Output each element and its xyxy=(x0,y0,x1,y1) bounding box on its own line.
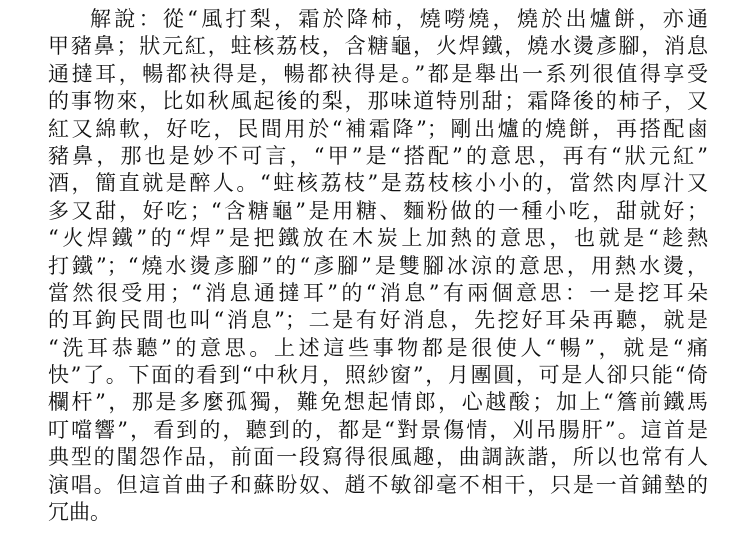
text-line-14: 快”了。下面的看到“中秋月，照紗窗”，月團圓，可是人卻只能“倚 xyxy=(48,363,708,388)
text-line-18: 演唱。但這首曲子和蘇盼奴、趙不敏卻毫不相干，只是一首鋪墊的 xyxy=(48,472,708,497)
text-line-15: 欄杆”，那是多麼孤獨，難免想起情郎，心越酸；加上“簷前鐵馬 xyxy=(48,390,708,415)
text-line-6: 豬鼻，那也是妙不可言，“甲”是“搭配”的意思，再有“狀元紅” xyxy=(48,143,708,168)
text-line-17: 典型的閨怨作品，前面一段寫得很風趣，曲調詼諧，所以也常有人 xyxy=(48,445,708,470)
text-line-3: 通撻耳，暢都袂得是，暢都袂得是。”都是舉出一系列很值得享受 xyxy=(48,61,708,86)
text-line-11: 當然很受用；“消息通撻耳”的“消息”有兩個意思：一是挖耳朵 xyxy=(48,280,708,305)
text-line-16: 叮噹響”，看到的，聽到的，都是“對景傷情，刈吊腸肝”。這首是 xyxy=(48,417,708,442)
text-line-19: 冗曲。 xyxy=(48,500,111,525)
text-line-8: 多又甜，好吃；“含糖龜”是用糖、麵粉做的一種小吃，甜就好； xyxy=(48,198,708,223)
commentary-paragraph xyxy=(48,6,708,526)
text-line-10: 打鐵”；“燒水燙彥腳”的“彥腳”是雙腳冰涼的意思，用熱水燙， xyxy=(48,253,708,278)
text-line-12: 的耳鉤民間也叫“消息”；二是有好消息，先挖好耳朵再聽，就是 xyxy=(48,308,708,333)
text-line-1: 解說：從“風打梨，霜於降柿，燒嘮燒，燒於出爐餅，亦通 xyxy=(90,7,708,31)
text-line-4: 的事物來，比如秋風起後的梨，那味道特別甜；霜降後的柿子，又 xyxy=(48,89,708,114)
text-line-5: 紅又綿軟，好吃，民間用於“補霜降”；剛出爐的燒餅，再搭配鹵 xyxy=(48,116,708,141)
text-line-9: “火焊鐵”的“焊”是把鐵放在木炭上加熱的意思，也就是“趁熱 xyxy=(48,226,708,251)
text-line-13: “洗耳恭聽”的意思。上述這些事物都是很使人“暢”，就是“痛 xyxy=(48,335,708,360)
text-line-7: 酒，簡直就是醉人。“蛀核荔枝”是荔枝核小小的，當然肉厚汁又 xyxy=(48,171,708,196)
text-line-2: 甲豬鼻；狀元紅，蛀核荔枝，含糖龜，火焊鐵，燒水燙彥腳，消息 xyxy=(48,34,708,59)
